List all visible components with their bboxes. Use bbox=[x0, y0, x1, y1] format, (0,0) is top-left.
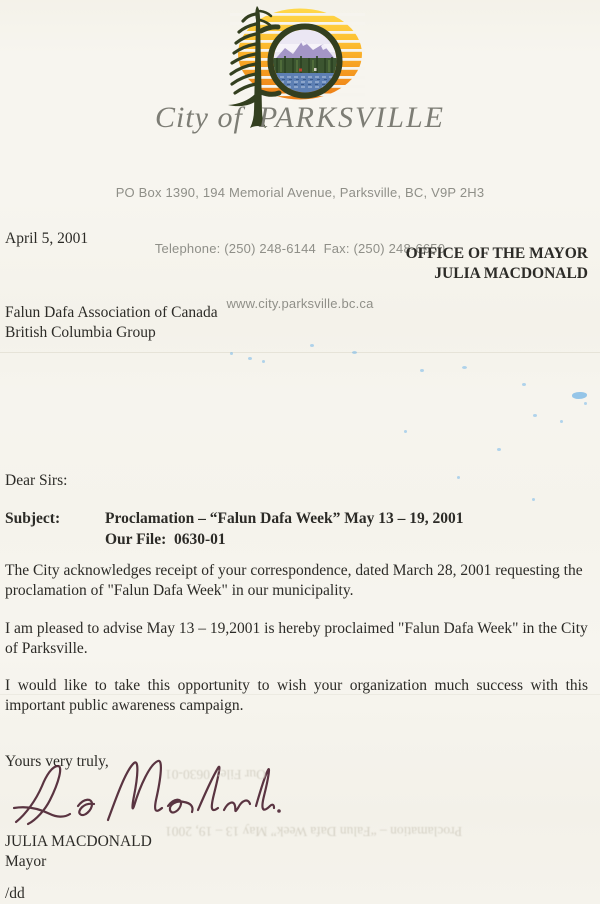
subject-file-line: Our File: 0630-01 bbox=[105, 531, 226, 548]
bleedthrough-text bbox=[165, 767, 515, 879]
letterhead-phone-fax: Telephone: (250) 248-6144 Fax: (250) 248-6650 bbox=[154, 240, 446, 256]
ink-speckle bbox=[462, 366, 467, 369]
ink-speckle bbox=[262, 360, 265, 363]
subject-line: Proclamation – “Falun Dafa Week” May 13 – 19, 2001 bbox=[105, 510, 464, 527]
letterhead-address-line1: PO Box 1390, 194 Memorial Avenue, Parksville, BC, V9P 2H3 bbox=[115, 185, 485, 200]
office-line: OFFICE OF THE MAYOR bbox=[405, 245, 588, 262]
ink-speckle bbox=[533, 414, 537, 417]
org-wordmark bbox=[0, 101, 600, 135]
reference-initials: /dd bbox=[5, 885, 25, 902]
org-wordmark-script: City of bbox=[155, 101, 243, 134]
recipient-line2: British Columbia Group bbox=[5, 324, 156, 341]
recipient-line1: Falun Dafa Association of Canada bbox=[5, 304, 218, 321]
office-block bbox=[406, 244, 588, 284]
scan-crease bbox=[0, 352, 600, 353]
body-paragraph-2: I am pleased to advise May 13 – 19,2001 is hereby proclaimed "Falun Dafa Week" in the City of Parksville. bbox=[5, 620, 588, 657]
subject-label: Subject: bbox=[5, 510, 61, 527]
bleedthrough-subject: Proclamation – “Falun Dafa Week” May 13 – 19, 2001 bbox=[165, 824, 463, 839]
ink-speckle bbox=[584, 402, 587, 405]
scan-crease bbox=[0, 694, 600, 695]
ink-speckle bbox=[532, 498, 535, 501]
recipient-block bbox=[5, 303, 218, 343]
ink-speckle bbox=[522, 383, 526, 386]
office-signer-line: JULIA MACDONALD bbox=[434, 265, 588, 282]
letter-date: April 5, 2001 bbox=[5, 230, 89, 247]
ink-speckle bbox=[248, 357, 252, 360]
ink-speckle bbox=[310, 344, 314, 347]
ink-speckle bbox=[404, 430, 407, 433]
signer-title: Mayor bbox=[5, 853, 47, 870]
ink-smudge bbox=[572, 392, 587, 399]
bleedthrough-file: Our File: 0630-01 bbox=[165, 767, 266, 782]
ink-speckle bbox=[457, 476, 460, 479]
body-paragraph-3: I would like to take this opportunity to wish your organization much success with this important public awareness campaign. bbox=[5, 677, 588, 714]
salutation: Dear Sirs: bbox=[5, 472, 68, 489]
letterhead-website: www.city.parksville.bc.ca bbox=[226, 296, 374, 311]
ink-speckle bbox=[352, 351, 357, 354]
org-wordmark-name: PARKSVILLE bbox=[258, 101, 445, 134]
body-paragraph-1: The City acknowledges receipt of your correspondence, dated March 28, 2001 requesting the proclamation of "Falun Dafa Week" in our municipality. bbox=[5, 562, 583, 599]
closing: Yours very truly, bbox=[5, 753, 109, 770]
ink-speckle bbox=[230, 352, 233, 355]
ink-speckle bbox=[420, 369, 424, 372]
ink-speckle bbox=[560, 420, 563, 423]
signer-name: JULIA MACDONALD bbox=[5, 833, 152, 850]
ink-speckle bbox=[497, 448, 501, 451]
